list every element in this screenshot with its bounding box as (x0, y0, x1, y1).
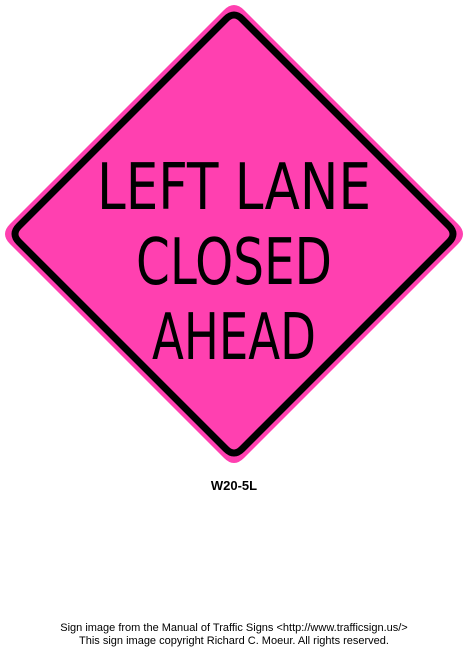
credits-line-source: Sign image from the Manual of Traffic Signs <http://www.trafficsign.us/> (60, 622, 408, 634)
credits-line-copyright: This sign image copyright Richard C. Moeur. All rights reserved. (79, 635, 389, 647)
sign-line-2: CLOSED (136, 226, 332, 300)
sign-line-3: AHEAD (152, 301, 316, 375)
credits (0, 622, 468, 648)
sign-code-label: W20-5L (210, 478, 258, 493)
sign-line-1: LEFT LANE (97, 151, 371, 225)
